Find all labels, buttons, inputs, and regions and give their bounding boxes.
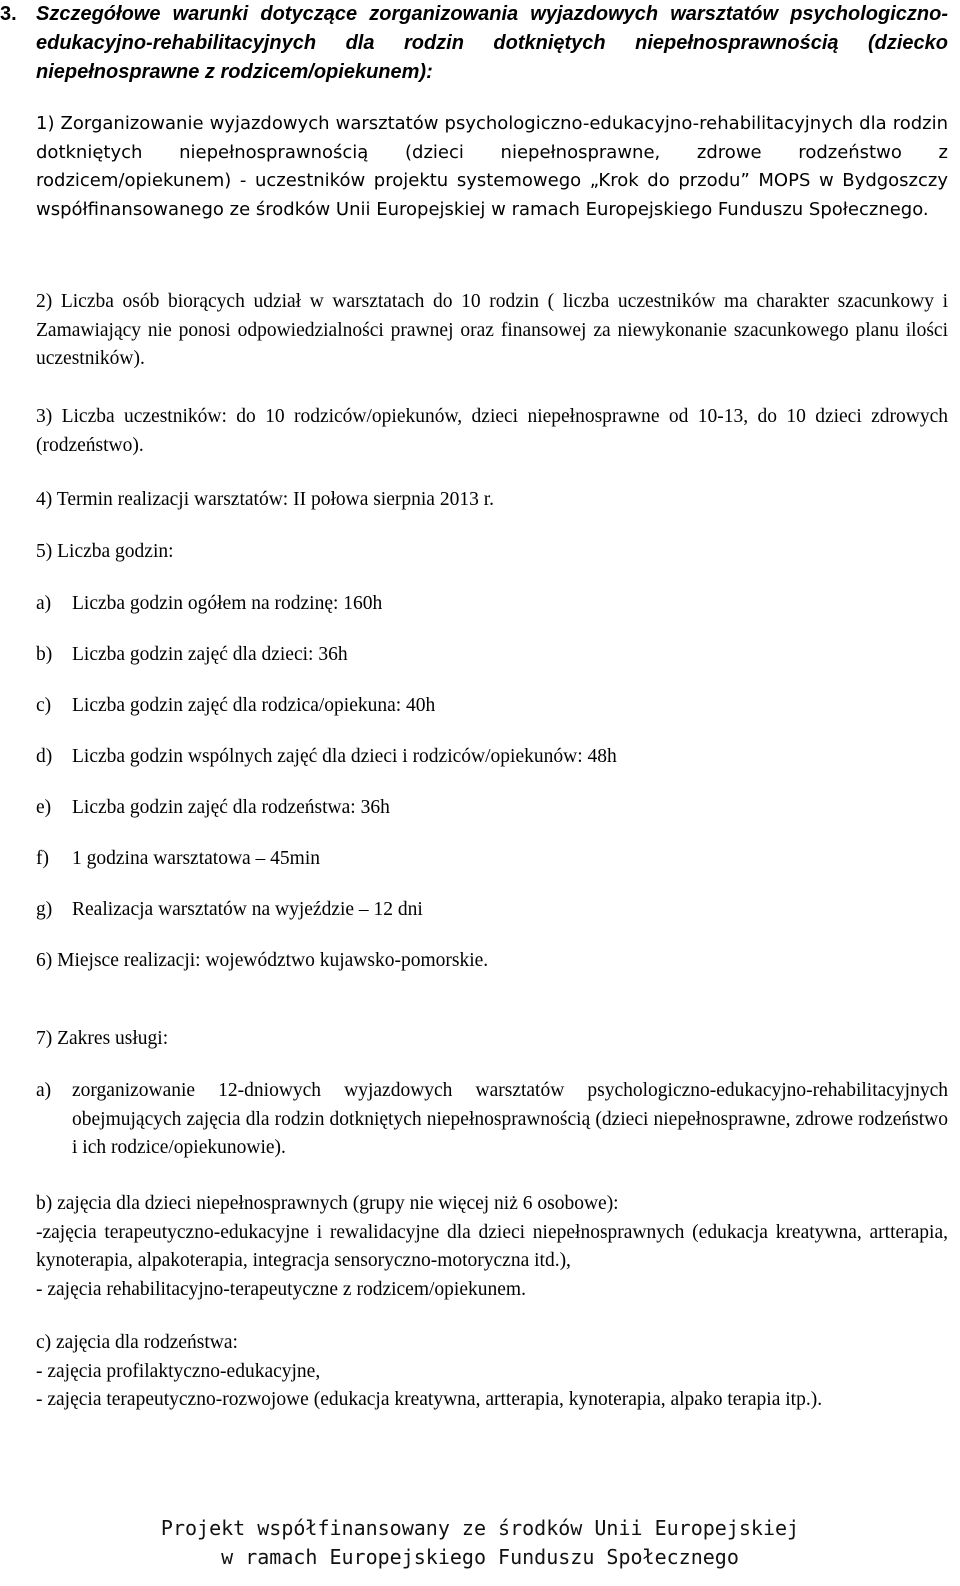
hours-item-a	[36, 590, 382, 618]
section-title: Szczegółowe warunki dotyczące zorganizowania wyjazdowych warsztatów psychologiczno-edukacyjno-rehabilitacyjnych dla rodzin dotkniętych niepełnosprawnością (dziecko niepełnosprawne z rodzicem/opiekunem):	[36, 3, 948, 83]
point-6: 6) Miejsce realizacji: województwo kujawsko-pomorskie.	[36, 950, 489, 971]
scope-item-a	[36, 1077, 948, 1163]
scope-b-title: b) zajęcia dla dzieci niepełnosprawnych (grupy nie więcej niż 6 osobowe):	[36, 1193, 619, 1214]
hours-item-g	[36, 896, 423, 924]
hours-label: d)	[36, 746, 53, 767]
hours-label: c)	[36, 695, 52, 716]
hours-label: g)	[36, 899, 53, 920]
point-4: 4) Termin realizacji warsztatów: II połowa sierpnia 2013 r.	[36, 489, 494, 510]
point-7: 7) Zakres usługi:	[36, 1028, 169, 1049]
hours-text: Liczba godzin wspólnych zajęć dla dzieci i rodziców/opiekunów: 48h	[72, 746, 617, 767]
scope-c-item-2: - zajęcia terapeutyczno-rozwojowe (edukacja kreatywna, artterapia, kynoterapia, alpako terapia itp.).	[36, 1389, 823, 1410]
hours-label: b)	[36, 644, 53, 665]
hours-label: e)	[36, 797, 52, 818]
hours-text: 1 godzina warsztatowa – 45min	[72, 848, 321, 869]
section-number: 3.	[0, 3, 17, 25]
point-2: 2) Liczba osób biorących udział w warsztatach do 10 rodzin ( liczba uczestników ma charakter szacunkowy i Zamawiający nie ponosi odpowiedzialności prawnej oraz finansowej za niewykonanie szacunkowego planu ilości uczestników).	[36, 291, 948, 369]
scope-c-item-1: - zajęcia profilaktyczno-edukacyjne,	[36, 1360, 321, 1382]
hours-item-d	[36, 743, 617, 771]
hours-item-c	[36, 692, 435, 720]
section-heading	[0, 0, 948, 87]
scope-label: a)	[36, 1080, 52, 1101]
hours-text: Liczba godzin zajęć dla dzieci: 36h	[72, 644, 348, 665]
hours-text: Liczba godzin zajęć dla rodzica/opiekuna: 40h	[72, 695, 436, 716]
hours-text: Liczba godzin zajęć dla rodzeństwa: 36h	[72, 797, 390, 818]
hours-text: Liczba godzin ogółem na rodzinę: 160h	[72, 593, 383, 614]
hours-label: a)	[36, 593, 52, 614]
point-1: 1) Zorganizowanie wyjazdowych warsztatów psychologiczno-edukacyjno-rehabilitacyjnych dla rodzin dotkniętych niepełnosprawnością (dzieci niepełnosprawne, zdrowe rodzeństwo z rodzicem/opiekunem) - uczestników projektu systemowego „Krok do przodu” MOPS w Bydgoszczy współfinansowanego ze środków Unii Europejskiej w ramach Europejskiego Funduszu Społecznego.	[36, 113, 948, 220]
scope-c-title: c) zajęcia dla rodzeństwa:	[36, 1332, 238, 1353]
scope-text: zorganizowanie 12-dniowych wyjazdowych warsztatów psychologiczno-edukacyjno-rehabilitacyjnych obejmujących zajęcia dla rodzin dotkniętych niepełnosprawnością (dzieci niepełnosprawne, zdrowe rodzeństwo i ich rodzice/opiekunowie).	[72, 1080, 948, 1158]
scope-b-item-1: -zajęcia terapeutyczno-edukacyjne i rewalidacyjne dla dzieci niepełnosprawnych (edukacja kreatywna, artterapia, kynoterapia, alpakoterapia, integracja sensoryczno-motoryczna itd.),	[36, 1221, 948, 1271]
scope-b-item-2: - zajęcia rehabilitacyjno-terapeutyczne z rodzicem/opiekunem.	[36, 1278, 526, 1300]
footer-line-1: Projekt współfinansowany ze środków Unii Europejskiej	[160, 1516, 800, 1540]
hours-item-e	[36, 794, 390, 822]
hours-item-f	[36, 845, 320, 873]
hours-label: f)	[36, 848, 49, 869]
point-3: 3) Liczba uczestników: do 10 rodziców/opiekunów, dzieci niepełnosprawne od 10-13, do 10 dzieci zdrowych (rodzeństwo).	[36, 406, 948, 456]
point-5: 5) Liczba godzin:	[36, 541, 174, 562]
footer-line-2: w ramach Europejskiego Funduszu Społecznego	[221, 1545, 739, 1569]
hours-text: Realizacja warsztatów na wyjeździe – 12 dni	[72, 899, 423, 920]
hours-item-b	[36, 641, 348, 669]
